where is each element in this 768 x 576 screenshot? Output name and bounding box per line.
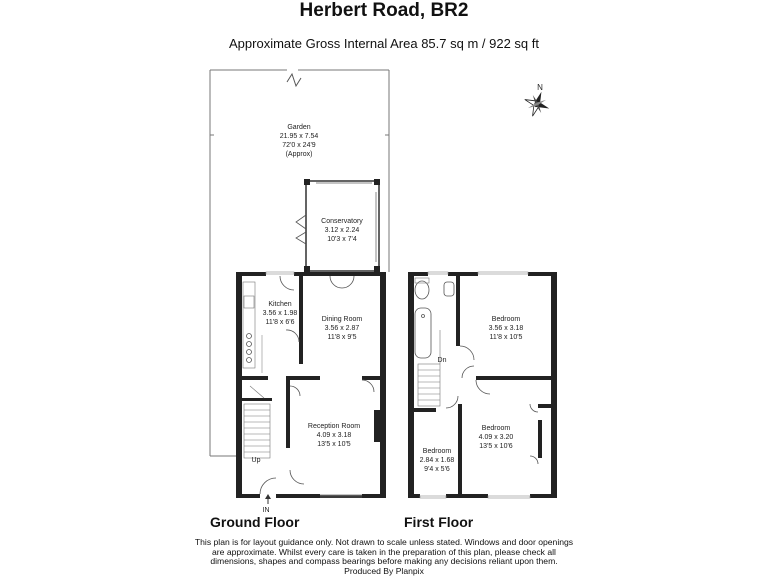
first-floor-windows [420,272,530,498]
entrance-arrow-icon [265,494,271,504]
bathroom-fixtures [415,278,454,358]
reception-name: Reception Room [307,423,361,430]
compass-north-label: N [537,83,543,92]
bedroom-front-imperial: 13'5 x 10'6 [479,443,513,450]
dining-metric: 3.56 x 2.87 [324,325,360,332]
ground-staircase [244,386,270,458]
first-staircase [418,330,440,406]
conservatory-name: Conservatory [321,218,363,225]
first-floor-walls [408,272,557,498]
bedroom-rear-metric: 3.56 x 3.18 [488,325,524,332]
garden-metric: 21.95 x 7.54 [279,133,319,140]
stairs-down-label: Dn [437,357,447,364]
conservatory-imperial: 10'3 x 7'4 [327,236,357,243]
bedroom-front-name: Bedroom [481,425,511,432]
ground-floor-walls [236,272,386,498]
garden-imperial: 72'0 x 24'9 [282,142,316,149]
garden-name: Garden [287,124,311,131]
conservatory-metric: 3.12 x 2.24 [324,227,360,234]
gross-area-subtitle: Approximate Gross Internal Area 85.7 sq m / 922 sq ft [229,36,539,51]
first-floor-label: First Floor [404,514,474,530]
kitchen-metric: 3.56 x 1.98 [262,310,298,317]
entrance-label: IN [262,507,270,514]
disclaimer-line-2: are approximate. Whilst every care is taken in the preparation of this plan, please check all [212,546,556,557]
disclaimer-line-3: dimensions, shapes and compass bearings before making any decisions reliant upon them. [210,556,558,567]
kitchen-name: Kitchen [268,301,292,308]
ground-floor-doors [260,276,374,494]
bedroom-rear-imperial: 11'8 x 10'5 [489,334,523,341]
kitchen-imperial: 11'8 x 6'6 [265,319,295,326]
bedroom-rear-name: Bedroom [491,316,521,323]
disclaimer-credit: Produced By Planpix [344,565,424,576]
compass-icon [520,87,553,120]
plan-title: Herbert Road, BR2 [299,0,469,21]
reception-imperial: 13'5 x 10'5 [317,441,351,448]
bedroom-small-metric: 2.84 x 1.68 [419,457,455,464]
dining-name: Dining Room [321,316,363,323]
conservatory-walls [296,179,380,272]
disclaimer [0,538,768,576]
disclaimer-line-1: This plan is for layout guidance only. Not drawn to scale unless stated. Windows and door openings [194,537,574,547]
stairs-up-label: Up [251,457,261,464]
ground-floor-label: Ground Floor [210,514,300,530]
reception-metric: 4.09 x 3.18 [316,432,352,439]
bedroom-front-metric: 4.09 x 3.20 [478,434,514,441]
kitchen-fixtures [243,282,262,373]
bedroom-small-name: Bedroom [422,448,452,455]
bedroom-small-imperial: 9'4 x 5'6 [424,466,450,473]
garden-note: (Approx) [285,151,313,158]
dining-imperial: 11'8 x 9'5 [327,334,357,341]
